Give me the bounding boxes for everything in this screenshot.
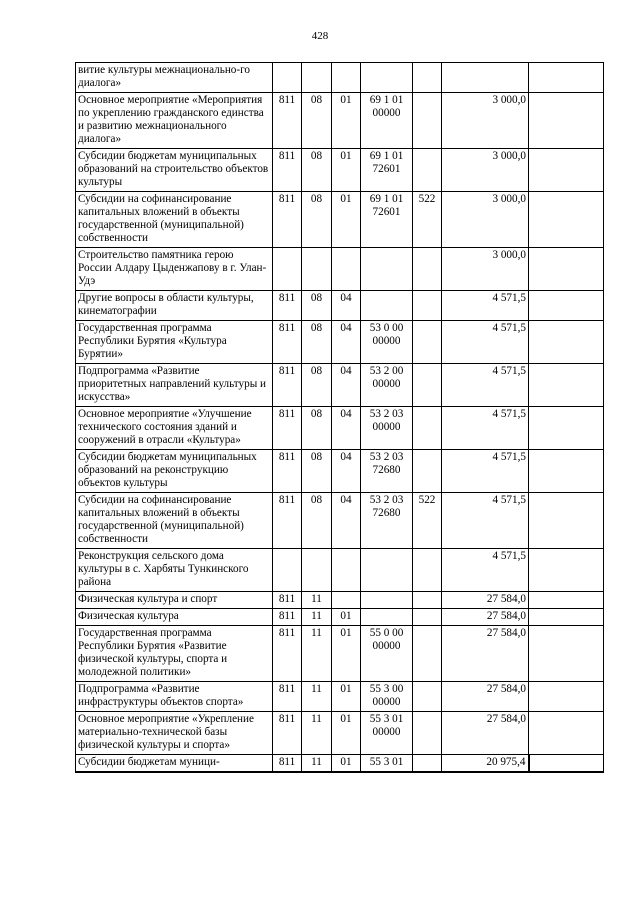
cell-amount: 4 571,5 <box>442 549 529 592</box>
table-row <box>76 450 604 493</box>
cell-amount <box>442 63 529 93</box>
cell-section: 11 <box>302 626 332 682</box>
cell-target-article: 55 3 01 <box>361 755 413 773</box>
cell-expense-type <box>413 609 442 626</box>
cell-empty <box>529 364 604 407</box>
cell-empty <box>529 549 604 592</box>
cell-ministry <box>273 549 302 592</box>
cell-section <box>302 63 332 93</box>
cell-empty <box>529 192 604 248</box>
cell-name: Субсидии бюджетам муниципальных образований на реконструкцию объектов культуры <box>76 450 273 493</box>
cell-expense-type <box>413 682 442 712</box>
cell-empty <box>529 712 604 755</box>
cell-ministry: 811 <box>273 93 302 149</box>
page-number: 428 <box>311 30 329 42</box>
cell-amount: 27 584,0 <box>442 626 529 682</box>
cell-target-article: 69 1 01 72601 <box>361 192 413 248</box>
cell-subsection: 04 <box>332 364 361 407</box>
cell-amount: 4 571,5 <box>442 364 529 407</box>
cell-empty <box>529 626 604 682</box>
table-row <box>76 93 604 149</box>
cell-section: 08 <box>302 321 332 364</box>
cell-empty <box>529 755 604 773</box>
cell-amount: 27 584,0 <box>442 592 529 609</box>
cell-target-article: 55 3 00 00000 <box>361 682 413 712</box>
cell-amount: 4 571,5 <box>442 291 529 321</box>
cell-target-article <box>361 549 413 592</box>
cell-name: Основное мероприятие «Мероприятия по укреплению гражданского единства и развитию межнационального диалога» <box>76 93 273 149</box>
cell-expense-type <box>413 291 442 321</box>
cell-section: 08 <box>302 450 332 493</box>
cell-section: 11 <box>302 609 332 626</box>
cell-ministry: 811 <box>273 626 302 682</box>
cell-subsection: 01 <box>332 149 361 192</box>
cell-empty <box>529 682 604 712</box>
cell-subsection: 04 <box>332 450 361 493</box>
cell-name: Физическая культура <box>76 609 273 626</box>
cell-name: Физическая культура и спорт <box>76 592 273 609</box>
cell-expense-type <box>413 248 442 291</box>
cell-subsection: 01 <box>332 626 361 682</box>
cell-target-article: 69 1 01 72601 <box>361 149 413 192</box>
table-row <box>76 321 604 364</box>
cell-expense-type <box>413 450 442 493</box>
cell-expense-type <box>413 93 442 149</box>
cell-target-article: 53 2 03 72680 <box>361 450 413 493</box>
cell-amount: 20 975,4 <box>442 755 529 773</box>
cell-subsection: 01 <box>332 93 361 149</box>
cell-empty <box>529 93 604 149</box>
cell-expense-type <box>413 149 442 192</box>
cell-target-article <box>361 291 413 321</box>
cell-name: Реконструкция сельского дома культуры в с. Харбяты Тункинского района <box>76 549 273 592</box>
cell-name: Субсидии на софинансирование капитальных вложений в объекты государственной (муниципальной) собственности <box>76 493 273 549</box>
table-row <box>76 248 604 291</box>
table-row <box>76 626 604 682</box>
cell-section: 08 <box>302 407 332 450</box>
cell-expense-type: 522 <box>413 192 442 248</box>
cell-empty <box>529 248 604 291</box>
budget-table <box>75 62 604 773</box>
cell-ministry: 811 <box>273 682 302 712</box>
cell-ministry: 811 <box>273 493 302 549</box>
table-row <box>76 192 604 248</box>
cell-name: Основное мероприятие «Улучшение технического состояния зданий и сооружений в отрасли «Культура» <box>76 407 273 450</box>
cell-amount: 4 571,5 <box>442 407 529 450</box>
cell-target-article: 55 3 01 00000 <box>361 712 413 755</box>
cell-section <box>302 248 332 291</box>
cell-section: 08 <box>302 291 332 321</box>
cell-name: Государственная программа Республики Бурятия «Культура Бурятии» <box>76 321 273 364</box>
cell-target-article: 55 0 00 00000 <box>361 626 413 682</box>
cell-target-article <box>361 609 413 626</box>
cell-amount: 3 000,0 <box>442 93 529 149</box>
cell-ministry: 811 <box>273 592 302 609</box>
table-row <box>76 364 604 407</box>
cell-section: 11 <box>302 682 332 712</box>
cell-name: Подпрограмма «Развитие приоритетных направлений культуры и искусства» <box>76 364 273 407</box>
cell-name: Государственная программа Республики Бурятия «Развитие физической культуры, спорта и молодежной политики» <box>76 626 273 682</box>
cell-target-article: 53 2 03 00000 <box>361 407 413 450</box>
cell-empty <box>529 450 604 493</box>
cell-empty <box>529 493 604 549</box>
table-row <box>76 493 604 549</box>
cell-name: Другие вопросы в области культуры, кинематографии <box>76 291 273 321</box>
cell-target-article: 53 2 03 72680 <box>361 493 413 549</box>
cell-subsection: 04 <box>332 407 361 450</box>
cell-expense-type <box>413 626 442 682</box>
cell-name: Субсидии на софинансирование капитальных вложений в объекты государственной (муниципальной) собственности <box>76 192 273 248</box>
cell-ministry <box>273 248 302 291</box>
cell-subsection: 04 <box>332 493 361 549</box>
cell-section: 11 <box>302 755 332 773</box>
cell-name: Субсидии бюджетам муници- <box>76 755 273 773</box>
cell-ministry: 811 <box>273 712 302 755</box>
cell-expense-type <box>413 712 442 755</box>
cell-amount: 27 584,0 <box>442 712 529 755</box>
cell-name: Строительство памятника герою России Алдару Цыденжапову в г. Улан-Удэ <box>76 248 273 291</box>
cell-target-article <box>361 63 413 93</box>
cell-empty <box>529 592 604 609</box>
table-row <box>76 407 604 450</box>
cell-ministry: 811 <box>273 291 302 321</box>
cell-empty <box>529 407 604 450</box>
cell-ministry: 811 <box>273 609 302 626</box>
cell-target-article: 53 0 00 00000 <box>361 321 413 364</box>
cell-empty <box>529 63 604 93</box>
cell-subsection <box>332 248 361 291</box>
cell-subsection: 01 <box>332 755 361 773</box>
cell-subsection <box>332 549 361 592</box>
cell-subsection: 01 <box>332 609 361 626</box>
cell-section: 08 <box>302 149 332 192</box>
cell-ministry: 811 <box>273 755 302 773</box>
cell-subsection <box>332 592 361 609</box>
cell-subsection <box>332 63 361 93</box>
cell-name: Подпрограмма «Развитие инфраструктуры объектов спорта» <box>76 682 273 712</box>
cell-section: 08 <box>302 93 332 149</box>
cell-name: витие культуры межнационально-го диалога» <box>76 63 273 93</box>
table-row <box>76 149 604 192</box>
cell-empty <box>529 149 604 192</box>
cell-expense-type <box>413 63 442 93</box>
cell-subsection: 04 <box>332 321 361 364</box>
cell-section: 08 <box>302 192 332 248</box>
table-row <box>76 549 604 592</box>
cell-name: Субсидии бюджетам муниципальных образований на строительство объектов культуры <box>76 149 273 192</box>
cell-expense-type <box>413 364 442 407</box>
cell-subsection: 04 <box>332 291 361 321</box>
table-row <box>76 682 604 712</box>
cell-ministry <box>273 63 302 93</box>
cell-ministry: 811 <box>273 149 302 192</box>
cell-amount: 27 584,0 <box>442 609 529 626</box>
table-row <box>76 291 604 321</box>
cell-expense-type: 522 <box>413 493 442 549</box>
cell-subsection: 01 <box>332 712 361 755</box>
cell-ministry: 811 <box>273 450 302 493</box>
cell-expense-type <box>413 549 442 592</box>
cell-target-article: 69 1 01 00000 <box>361 93 413 149</box>
cell-expense-type <box>413 407 442 450</box>
cell-section: 11 <box>302 712 332 755</box>
cell-target-article <box>361 592 413 609</box>
cell-empty <box>529 291 604 321</box>
cell-amount: 4 571,5 <box>442 493 529 549</box>
cell-ministry: 811 <box>273 407 302 450</box>
table-row <box>76 592 604 609</box>
table-row <box>76 63 604 93</box>
cell-amount: 4 571,5 <box>442 321 529 364</box>
cell-section: 08 <box>302 493 332 549</box>
cell-amount: 27 584,0 <box>442 682 529 712</box>
cell-section <box>302 549 332 592</box>
cell-target-article <box>361 248 413 291</box>
cell-amount: 3 000,0 <box>442 192 529 248</box>
cell-amount: 3 000,0 <box>442 149 529 192</box>
cell-empty <box>529 609 604 626</box>
cell-expense-type <box>413 592 442 609</box>
cell-ministry: 811 <box>273 364 302 407</box>
cell-expense-type <box>413 321 442 364</box>
table-row <box>76 712 604 755</box>
cell-subsection: 01 <box>332 192 361 248</box>
cell-ministry: 811 <box>273 192 302 248</box>
table-row <box>76 755 604 773</box>
cell-ministry: 811 <box>273 321 302 364</box>
cell-amount: 3 000,0 <box>442 248 529 291</box>
cell-empty <box>529 321 604 364</box>
cell-subsection: 01 <box>332 682 361 712</box>
cell-section: 08 <box>302 364 332 407</box>
cell-amount: 4 571,5 <box>442 450 529 493</box>
cell-target-article: 53 2 00 00000 <box>361 364 413 407</box>
cell-expense-type <box>413 755 442 773</box>
table-row <box>76 609 604 626</box>
cell-section: 11 <box>302 592 332 609</box>
cell-name: Основное мероприятие «Укрепление материально-технической базы физической культуры и спорта» <box>76 712 273 755</box>
